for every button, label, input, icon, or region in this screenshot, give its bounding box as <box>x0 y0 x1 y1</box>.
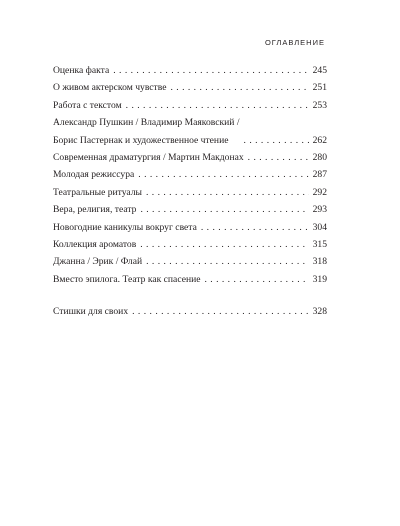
toc-entry-title-line: Борис Пастернак и художественное чтение <box>53 134 229 146</box>
toc-entry-title: Джанна / Эрик / Флай <box>53 256 143 268</box>
toc-entry-title: Коллекция ароматов <box>53 239 137 251</box>
toc-entry-title <box>53 114 240 149</box>
toc-entry-page: 304 <box>312 221 327 233</box>
toc-entry-page: 245 <box>312 65 327 76</box>
toc-entry[interactable] <box>53 219 327 236</box>
dot-leader <box>140 236 309 253</box>
toc-entry[interactable] <box>53 253 327 270</box>
toc-entry-page: 253 <box>312 99 327 111</box>
dot-leader <box>244 132 309 149</box>
toc-entry-page: 319 <box>312 273 327 285</box>
toc-entry-title: Новогодние каникулы вокруг света <box>53 221 197 233</box>
toc-entry-title: Вместо эпилога. Театр как спасение <box>53 273 201 285</box>
toc-entry[interactable] <box>53 236 327 253</box>
toc-entry-title: Оценка факта <box>53 65 110 76</box>
dot-leader <box>146 184 309 201</box>
dot-leader <box>132 303 309 320</box>
toc-entry-title: Стишки для своих <box>53 306 129 318</box>
toc-entry[interactable] <box>53 62 327 79</box>
toc-entry-title: Театральные ритуалы <box>53 186 142 198</box>
toc-entry-title: Работа с текстом <box>53 99 122 111</box>
dot-leader <box>146 253 309 270</box>
dot-leader <box>140 201 309 218</box>
dot-leader <box>201 219 309 236</box>
dot-leader <box>126 97 309 114</box>
toc-entry-title: Молодая режиссура <box>53 169 135 181</box>
toc-entry[interactable] <box>53 97 327 114</box>
toc-entry-page: 328 <box>312 306 327 318</box>
toc-entry-title: Вера, религия, театр <box>53 204 137 216</box>
toc-entry[interactable] <box>53 149 327 166</box>
toc-entry[interactable] <box>53 201 327 218</box>
toc-entry-page: 318 <box>312 256 327 268</box>
toc-entry[interactable] <box>53 184 327 201</box>
toc-entry[interactable] <box>53 271 327 288</box>
toc-entry-page: 292 <box>312 186 327 198</box>
dot-leader <box>138 166 309 183</box>
table-of-contents <box>53 62 327 321</box>
dot-leader <box>113 62 309 79</box>
dot-leader <box>248 149 309 166</box>
toc-entry[interactable] <box>53 303 327 320</box>
toc-entry[interactable] <box>53 166 327 183</box>
toc-entry[interactable] <box>53 79 327 96</box>
toc-entry-page: 315 <box>312 239 327 251</box>
toc-entry-page: 293 <box>312 204 327 216</box>
toc-entry-page: 262 <box>312 134 327 146</box>
toc-entry-title-line: Александр Пушкин / Владимир Маяковский / <box>53 117 240 129</box>
toc-entry-title: Современная драматургия / Мартин Макдонах <box>53 152 244 164</box>
toc-entry-page: 287 <box>312 169 327 181</box>
dot-leader <box>170 79 309 96</box>
running-header: ОГЛАВЛЕНИЕ <box>264 38 325 47</box>
toc-entry[interactable] <box>53 114 327 149</box>
toc-entry-title: О живом актерском чувстве <box>53 82 167 94</box>
toc-entry-page: 280 <box>312 152 327 164</box>
dot-leader <box>204 271 309 288</box>
toc-entry-page: 251 <box>312 82 327 94</box>
